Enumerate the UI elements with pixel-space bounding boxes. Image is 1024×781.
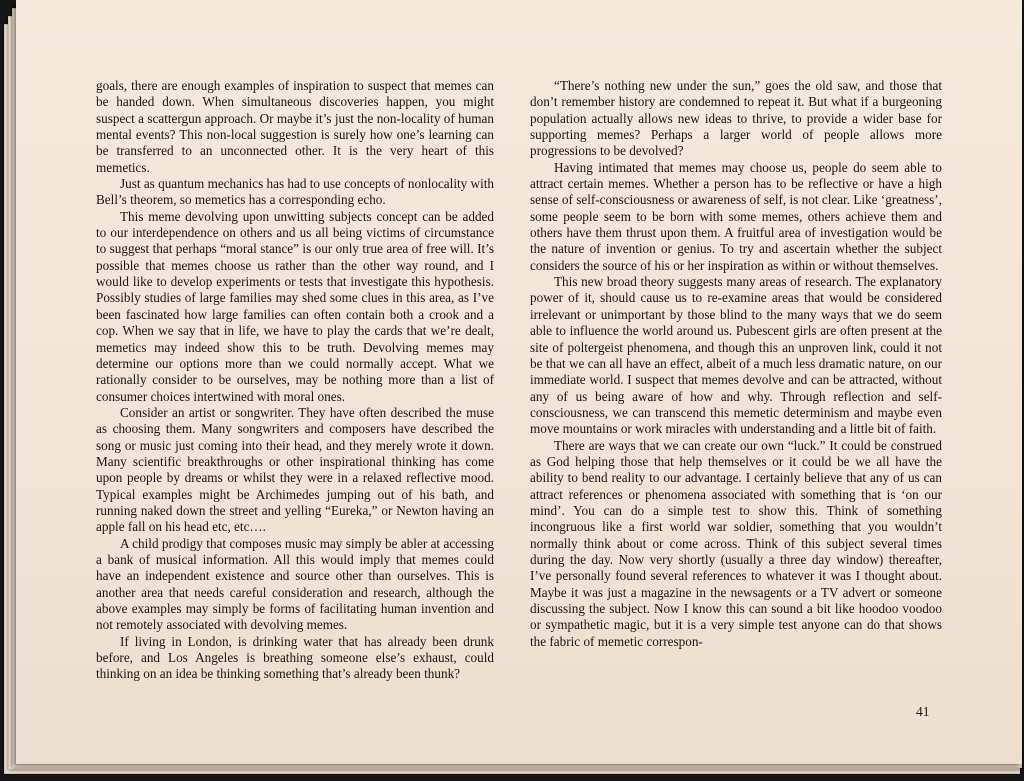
paragraph: Just as quantum mechanics has had to use concepts of nonlocality with Bell’s theorem, so memetics has a corresponding echo. bbox=[96, 176, 494, 208]
paragraph: Consider an artist or songwriter. They have often described the muse as choosing them. Many songwriters and composers have described the song or music just coming into their head, and they merely wrote it down. Many scientific breakthroughs or other inspirational thinking has come upon people by dreams or whilst they were in a relaxed reflective mood. Typical examples might be Archimedes jumping out of his bath, and running naked down the street and yelling “Eureka,” or Newton having an apple fall on his head etc, etc…. bbox=[96, 404, 494, 535]
paragraph: A child prodigy that composes music may simply be abler at accessing a bank of musical information. All this would imply that memes could have an independent existence and source other than ourselves. This is another area that needs careful consideration and research, although the above examples may simply be forms of facilitating human invention and not remotely associated with devolving memes. bbox=[96, 535, 494, 633]
paragraph: This new broad theory suggests many areas of research. The explanatory power of it, should cause us to re-examine areas that would be considered irrelevant or unimportant by those blind to the many ways that we do seem able to influence the world around us. Pubescent girls are often present at the site of poltergeist phenomena, and though this an unproven link, could it not be that we can all have an effect, albeit of a much less dramatic nature, on our immediate world. I suspect that memes devolve and can be attracted, without any of us being aware of how and why. Through reflection and self-consciousness, we can transcend this memetic determinism and maybe even move mountains or work miracles with understanding and a little bit of faith. bbox=[530, 274, 942, 437]
paragraph: If living in London, is drinking water that has already been drunk before, and Los Angeles is breathing someone else’s exhaust, could thinking on an idea be thinking something that’s already been thunk? bbox=[96, 633, 494, 682]
paragraph: There are ways that we can create our own “luck.” It could be construed as God helping those that help themselves or it could be we all have the ability to bend reality to our advantage. I certainly believe that any of us can attract references or phenomena associated with something that is ‘on our mind’. You can do a simple test to show this. Think of something incongruous like a first world war soldier, something that you wouldn’t normally think about or come across. Think of this subject several times during the day. Now very shortly (usually a three day window) thereafter, I’ve personally found several references to whatever it was I thought about. Maybe it was just a magazine in the newsagents or a TV advert or someone discussing the subject. Now I know this can sound a bit like hoodoo voodoo or sympathetic magic, but it is a very simple test anyone can do that shows the fabric of memetic correspon- bbox=[530, 437, 942, 649]
paragraph: “There’s nothing new under the sun,” goes the old saw, and those that don’t remember history are condemned to repeat it. But what if a burgeoning population actually allows new ideas to thrive, to provide a wider base for supporting memes? Perhaps a larger world of people allows more progressions to be devolved? bbox=[530, 78, 942, 159]
paragraph: This meme devolving upon unwitting subjects concept can be added to our interdependence on others and us all being victims of circumstance to suggest that perhaps “moral stance” is our only true area of free will. It’s possible that memes choose us rather than the other way round, and I would like to develop experiments or tests that investigate this hypothesis. Possibly studies of large families may shed some clues in this area, as I’ve been fascinated how large families can often contain both a crook and a cop. When we say that in life, we have to play the cards that we’re dealt, memetics may indeed show this to be truth. Devolving memes may determine our options more than we could normally accept. What we rationally consider to be ourselves, may be nothing more than a list of consumer choices intertwined with moral ones. bbox=[96, 208, 494, 404]
page-number: 41 bbox=[916, 704, 930, 719]
paragraph: goals, there are enough examples of inspiration to suspect that memes can be handed down. When simultaneous discoveries happen, you might suspect a scattergun approach. Or maybe it’s just the non-locality of human mental events? This non-local suggestion is surely how one’s learning can be transferred to an unconnected other. It is the very heart of this memetics. bbox=[96, 78, 494, 175]
right-text-column bbox=[530, 78, 942, 650]
paragraph: Having intimated that memes may choose us, people do seem able to attract certain memes. Whether a person has to be reflective or have a high sense of self-consciousness or awareness of self, is not clear. Like ‘greatness’, some people seem to be born with some memes, others achieve them and others have them thrust upon them. A fruitful area of investigation would be the nature of invention or genius. To try and ascertain whether the subject considers the source of his or her inspiration as within or without themselves. bbox=[530, 159, 942, 273]
left-text-column bbox=[96, 78, 494, 683]
book-page bbox=[16, 0, 1022, 764]
